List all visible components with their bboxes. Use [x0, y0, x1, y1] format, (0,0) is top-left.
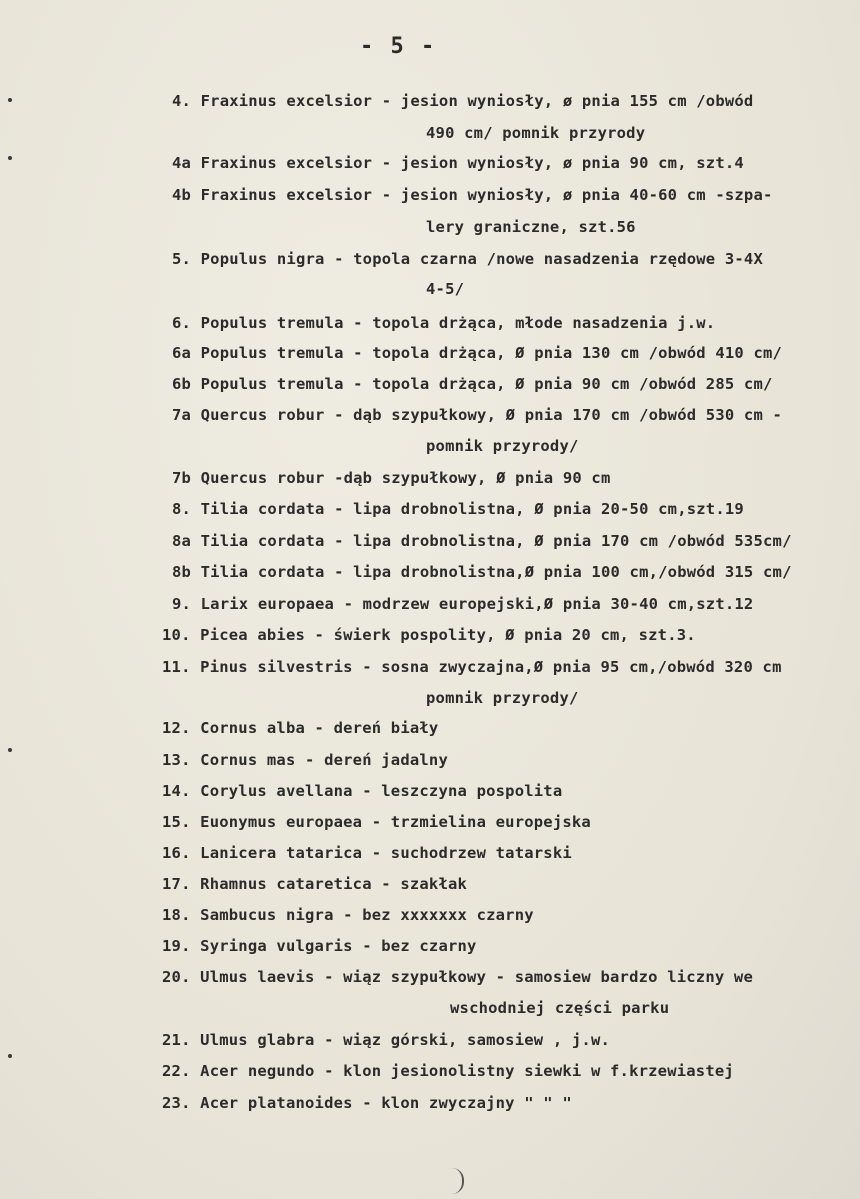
margin-dot: [8, 748, 12, 752]
list-item: 19. Syringa vulgaris - bez czarny: [162, 937, 477, 955]
list-item: 6b Populus tremula - topola drżąca, Ø pnia 90 cm /obwód 285 cm/: [172, 375, 773, 393]
list-item: 8b Tilia cordata - lipa drobnolistna,Ø pnia 100 cm,/obwód 315 cm/: [172, 563, 792, 581]
page-number: - 5 -: [360, 34, 437, 59]
list-item: 12. Cornus alba - dereń biały: [162, 719, 439, 737]
list-item: 23. Acer platanoides - klon zwyczajny " " ": [162, 1094, 572, 1112]
list-item: 9. Larix europaea - modrzew europejski,Ø pnia 30-40 cm,szt.12: [172, 595, 754, 613]
list-item: 10. Picea abies - świerk pospolity, Ø pnia 20 cm, szt.3.: [162, 626, 696, 644]
list-item: 7a Quercus robur - dąb szypułkowy, Ø pnia 170 cm /obwód 530 cm -: [172, 406, 783, 424]
list-item: 4. Fraxinus excelsior - jesion wyniosły, ø pnia 155 cm /obwód: [172, 92, 754, 110]
margin-dot: [8, 156, 12, 160]
list-item: 14. Corylus avellana - leszczyna pospolita: [162, 782, 563, 800]
list-item: 18. Sambucus nigra - bez xxxxxxx czarny: [162, 906, 534, 924]
list-item: 8a Tilia cordata - lipa drobnolistna, Ø pnia 170 cm /obwód 535cm/: [172, 532, 792, 550]
list-item: 21. Ulmus glabra - wiąz górski, samosiew , j.w.: [162, 1031, 611, 1049]
list-item-continuation: pomnik przyrody/: [426, 689, 579, 707]
list-item: 22. Acer negundo - klon jesionolistny siewki w f.krzewiastej: [162, 1062, 734, 1080]
list-item: 16. Lanicera tatarica - suchodrzew tatarski: [162, 844, 572, 862]
list-item: 17. Rhamnus cataretica - szakłak: [162, 875, 468, 893]
list-item: 13. Cornus mas - dereń jadalny: [162, 751, 448, 769]
list-item: 4a Fraxinus excelsior - jesion wyniosły, ø pnia 90 cm, szt.4: [172, 154, 744, 172]
list-item: 7b Quercus robur -dąb szypułkowy, Ø pnia 90 cm: [172, 469, 611, 487]
list-item-continuation: 490 cm/ pomnik przyrody: [426, 124, 646, 142]
list-item-continuation: 4-5/: [426, 280, 465, 298]
list-item: 11. Pinus silvestris - sosna zwyczajna,Ø pnia 95 cm,/obwód 320 cm: [162, 658, 782, 676]
list-item: 15. Euonymus europaea - trzmielina europejska: [162, 813, 591, 831]
bottom-mark: [452, 1168, 464, 1194]
list-item-continuation: pomnik przyrody/: [426, 437, 579, 455]
list-item: 20. Ulmus laevis - wiąz szypułkowy - samosiew bardzo liczny we: [162, 968, 753, 986]
list-item: 4b Fraxinus excelsior - jesion wyniosły, ø pnia 40-60 cm -szpa-: [172, 186, 773, 204]
list-item-continuation: wschodniej części parku: [450, 999, 670, 1017]
list-item: 8. Tilia cordata - lipa drobnolistna, Ø pnia 20-50 cm,szt.19: [172, 500, 744, 518]
list-item: 5. Populus nigra - topola czarna /nowe nasadzenia rzędowe 3-4X: [172, 250, 764, 268]
list-item: 6. Populus tremula - topola drżąca, młode nasadzenia j.w.: [172, 314, 716, 332]
margin-dot: [8, 98, 12, 102]
list-item: 6a Populus tremula - topola drżąca, Ø pnia 130 cm /obwód 410 cm/: [172, 344, 783, 362]
margin-dot: [8, 1054, 12, 1058]
list-item-continuation: lery graniczne, szt.56: [426, 218, 636, 236]
